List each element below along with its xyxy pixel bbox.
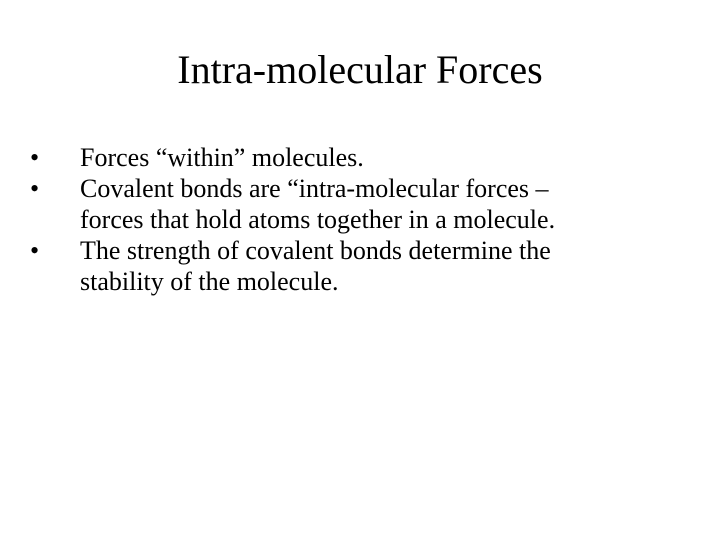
bullet-text-line: stability of the molecule. [80,267,339,296]
bullet-text-line: Covalent bonds are “intra-molecular forces – [80,174,549,203]
bullet-item [30,173,710,235]
slide-title: Intra-molecular Forces [177,47,543,92]
bullet-icon: • [30,143,40,172]
bullet-text-line: The strength of covalent bonds determine the [80,236,551,265]
bullet-icon: • [30,174,40,203]
bullet-icon: • [30,236,40,265]
bullet-text-line: Forces “within” molecules. [80,143,364,172]
bullet-item [30,142,710,173]
bullet-text-line: forces that hold atoms together in a molecule. [80,205,556,234]
bullet-list [30,142,710,297]
bullet-item [30,235,710,297]
